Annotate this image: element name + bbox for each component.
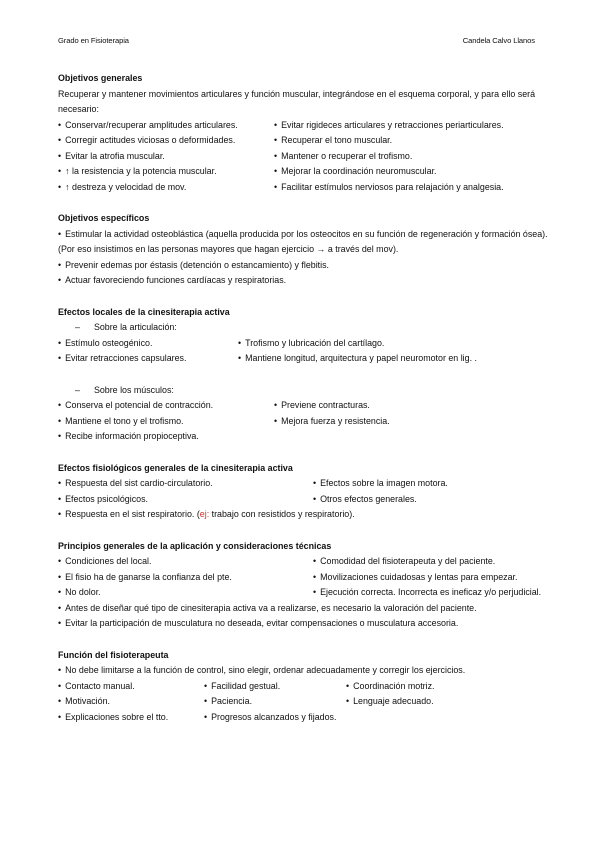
bullet-row [58,710,548,726]
bullet-item: • Actuar favoreciendo funciones cardíacas y respiratorias. [58,273,548,289]
section-principios [58,539,548,632]
bullet-item: • No dolor. [58,585,313,601]
bullet-item: • Mejorar la coordinación neuromuscular. [274,164,437,180]
bullet-item: • Ejecución correcta. Incorrecta es ineficaz y/o perjudicial. [313,585,541,601]
bullet-item: • Evitar rigideces articulares y retracciones periarticulares. [274,118,504,134]
bullet-item: • ↑ destreza y velocidad de mov. [58,180,274,196]
bullet-row [58,492,548,508]
section-objetivos-generales [58,71,548,195]
subsection-label: – Sobre los músculos: [58,383,548,399]
bullet-item: • Prevenir edemas por éstasis (detención o estancamiento) y flebitis. [58,258,548,274]
section-title: Principios generales de la aplicación y consideraciones técnicas [58,540,332,551]
bullet-item: • Corregir actitudes viciosas o deformidades. [58,133,274,149]
bullet-item: • Antes de diseñar qué tipo de cinesiterapia activa va a realizarse, es necesario la valoración del paciente. [58,601,548,617]
section-efectos-locales [58,305,548,445]
bullet-row [58,476,548,492]
section-intro: Recuperar y mantener movimientos articulares y función muscular, integrándose en el esquema corporal, y para ello será necesario: [58,88,536,114]
section-funcion-fisioterapeuta [58,648,548,726]
bullet-row [58,180,548,196]
bullet-item: • Efectos psicológicos. [58,492,313,508]
header-right: Candela Calvo Llanos [462,36,535,45]
bullet-row [58,694,548,710]
bullet-item: • Estímulo osteogénico. [58,336,238,352]
bullet-item: • Mantiene longitud, arquitectura y papel neuromotor en lig. . [238,351,477,367]
bullet-row [58,398,548,414]
bullet-item: • Respuesta del sist cardio-circulatorio. [58,476,313,492]
spacer [58,367,548,383]
bullet-row [58,118,548,134]
bullet-item: • Otros efectos generales. [313,492,417,508]
bullet-row [58,149,548,165]
bullet-item: • Condiciones del local. [58,554,313,570]
bullet-item: • Recibe información propioceptiva. [58,429,548,445]
bullet-row [58,414,548,430]
bullet-item: • Mejora fuerza y resistencia. [274,414,390,430]
bullet-item: • Lenguaje adecuado. [346,694,434,710]
section-title: Efectos locales de la cinesiterapia activa [58,306,230,317]
bullet-text: Respuesta en el sist respiratorio. ( [65,509,200,519]
bullet-row [58,164,548,180]
section-title: Función del fisioterapeuta [58,649,169,660]
bullet-row [58,585,548,601]
bullet-item: • No debe limitarse a la función de control, sino elegir, ordenar adecuadamente y corregir los ejercicios. [58,663,548,679]
bullet-row [58,554,548,570]
bullet-item: • Motivación. [58,694,204,710]
bullet-item: • Conservar/recuperar amplitudes articulares. [58,118,274,134]
bullet-item: • Facilidad gestual. [204,679,346,695]
bullet-item: • Coordinación motriz. [346,679,435,695]
bullet-item: • Mantiene el tono y el trofismo. [58,414,274,430]
bullet-item: • Explicaciones sobre el tto. [58,710,204,726]
bullet-item: • Paciencia. [204,694,346,710]
bullet-item: • ↑ la resistencia y la potencia muscular. [58,164,274,180]
bullet-text: trabajo con resistidos y respiratorio). [209,509,355,519]
bullet-item: • Facilitar estímulos nerviosos para relajación y analgesia. [274,180,504,196]
subsection-label: – Sobre la articulación: [58,320,548,336]
bullet-item: • Progresos alcanzados y fijados. [204,710,346,726]
bullet-row [58,679,548,695]
section-objetivos-especificos [58,211,548,289]
bullet-item: • Mantener o recuperar el trofismo. [274,149,412,165]
bullet-item: • Comodidad del fisioterapeuta y del paciente. [313,554,495,570]
bullet-item-respiratorio [58,507,548,523]
bullet-item: • Trofismo y lubricación del cartílago. [238,336,384,352]
bullet-item: • Contacto manual. [58,679,204,695]
bullet-item: • Evitar la participación de musculatura no deseada, evitar compensaciones o musculatura accesoria. [58,616,548,632]
bullet-item: • Previene contracturas. [274,398,370,414]
bullet-item: • Evitar la atrofia muscular. [58,149,274,165]
bullet-item: • Estimular la actividad osteoblástica (aquella producida por los osteocitos en su función de regeneración y formación ósea). (Por eso insistimos en las personas mayores que hagan ejercicio → a través del mov). [58,227,548,258]
bullet-row [58,336,548,352]
bullet-item: • Movilizaciones cuidadosas y lentas para empezar. [313,570,517,586]
bullet-row [58,133,548,149]
bullet-item: • Efectos sobre la imagen motora. [313,476,448,492]
section-title: Objetivos específicos [58,213,150,223]
bullet-item: • El fisio ha de ganarse la confianza del pte. [58,570,313,586]
bullet-item: • Evitar retracciones capsulares. [58,351,238,367]
header-left: Grado en Fisioterapia [58,36,129,45]
bullet-row [58,351,548,367]
section-title: Efectos fisiológicos generales de la cinesiterapia activa [58,462,293,473]
section-title: Objetivos generales [58,73,143,83]
document-body [58,71,548,741]
bullet-item: • Recuperar el tono muscular. [274,133,392,149]
bullet-row [58,570,548,586]
section-efectos-fisiologicos [58,461,548,523]
example-marker: ej: [199,509,210,519]
bullet-item: • Conserva el potencial de contracción. [58,398,274,414]
